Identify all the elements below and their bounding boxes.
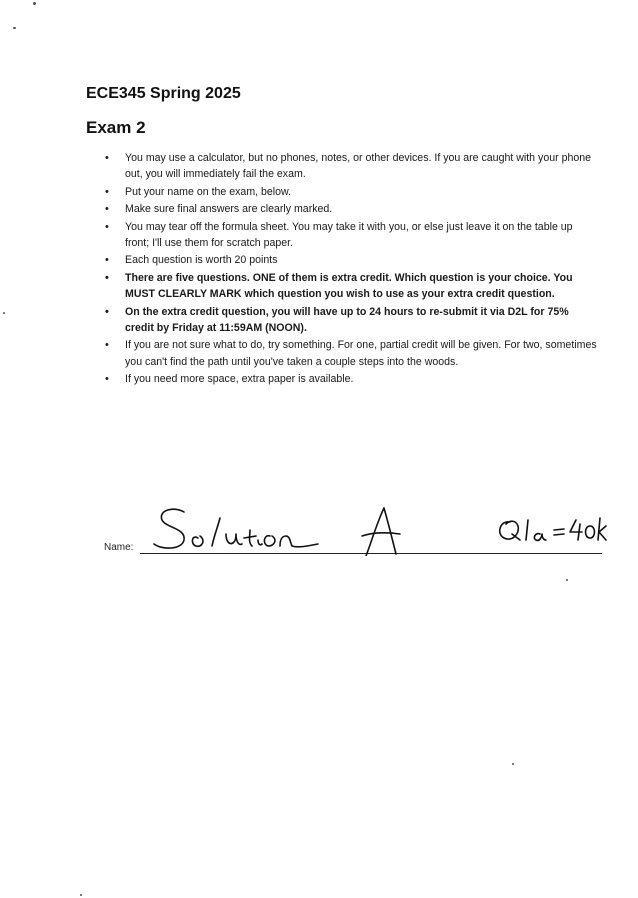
instruction-item: [105, 270, 597, 303]
instruction-text: If you need more space, extra paper is available.: [125, 373, 354, 386]
instruction-text: There are five questions. ONE of them is extra credit. Which question is your choice. You MUST CLEARLY MARK which question you wish to use as your extra credit question.: [125, 271, 573, 301]
instruction-item: [105, 337, 597, 370]
bullet-icon: •: [105, 152, 109, 164]
instructions-list: [105, 150, 597, 389]
instruction-item: [105, 184, 597, 200]
bullet-icon: •: [105, 339, 109, 352]
name-field[interactable]: [104, 500, 604, 560]
instruction-item: [105, 252, 597, 268]
scan-speck: [566, 579, 568, 581]
exam-title: Exam 2: [86, 118, 146, 137]
instruction-item: [105, 304, 597, 337]
handwritten-name-signature: [140, 500, 610, 556]
scan-speck: [512, 763, 514, 765]
bullet-icon: •: [105, 203, 109, 216]
bullet-icon: •: [105, 185, 109, 198]
scan-speck: [80, 894, 82, 896]
instruction-text: You may use a calculator, but no phones, notes, or other devices. If you are caught with your phone out, you will immediately fail the exam.: [125, 152, 592, 181]
name-label: Name:: [104, 542, 134, 553]
bullet-icon: •: [105, 254, 109, 267]
instruction-text: If you are not sure what to do, try something. For one, partial credit will be given. For two, sometimes you can't find the path until you've taken a couple steps into the woods.: [125, 339, 597, 368]
scan-speck: [33, 2, 36, 5]
bullet-icon: •: [105, 373, 109, 386]
bullet-icon: •: [105, 271, 109, 284]
instruction-text: Each question is worth 20 points: [125, 254, 278, 267]
course-title: ECE345 Spring 2025: [86, 85, 241, 102]
scan-speck: [13, 27, 16, 29]
instruction-text: You may tear off the formula sheet. You may take it with you, or else just leave it on the table up front; I'll use them for scratch paper.: [125, 220, 573, 250]
bullet-icon: •: [105, 305, 109, 318]
scan-speck: [3, 312, 5, 314]
instruction-item: [105, 371, 597, 387]
instruction-item: [105, 219, 597, 252]
instruction-item: [105, 150, 597, 183]
instruction-text: Make sure final answers are clearly marked.: [125, 203, 333, 216]
instruction-item: [105, 201, 597, 217]
instruction-text: Put your name on the exam, below.: [125, 185, 292, 198]
instruction-text: On the extra credit question, you will have up to 24 hours to re-submit it via D2L for 75% credit by Friday at 11:59AM (NOON).: [125, 305, 569, 335]
bullet-icon: •: [105, 220, 109, 233]
